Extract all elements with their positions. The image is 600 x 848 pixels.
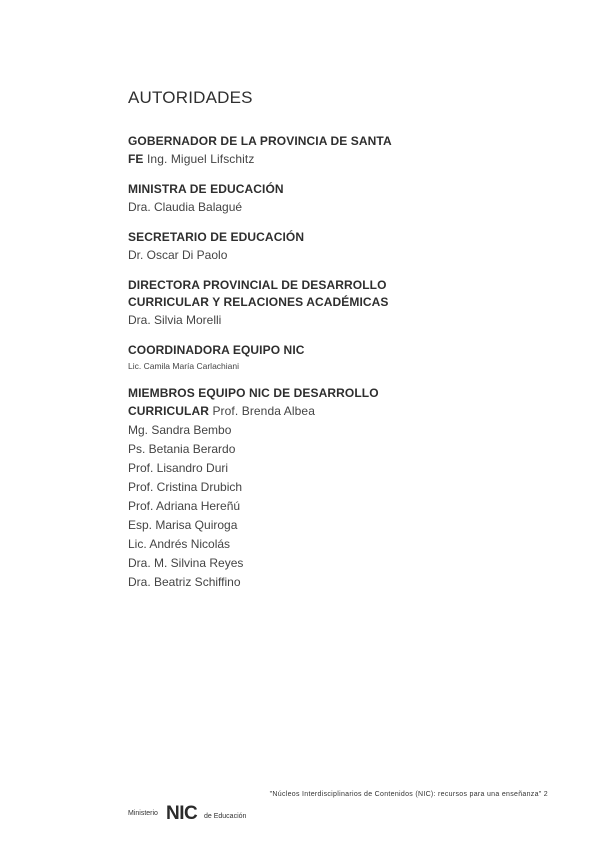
section-heading: COORDINADORA EQUIPO NIC	[128, 343, 305, 357]
section-heading-continued: CURRICULAR Y RELACIONES ACADÉMICAS	[128, 295, 389, 309]
member-name: Dra. M. Silvina Reyes	[128, 556, 244, 570]
member-name: Prof. Lisandro Duri	[128, 461, 229, 475]
logo-ministerio-text: Ministerio	[128, 810, 158, 817]
section-gobernador	[128, 133, 448, 169]
member-name: Ps. Betania Berardo	[128, 442, 236, 456]
heading-line: CURRICULAR	[128, 404, 209, 418]
authorities-list	[128, 133, 448, 604]
authority-name: Dra. Silvia Morelli	[128, 313, 222, 327]
member-name: Prof. Adriana Hereñú	[128, 499, 241, 513]
logo-educacion-text: de Educación	[204, 813, 247, 820]
section-heading	[128, 133, 448, 150]
heading-line: GOBERNADOR DE LA PROVINCIA DE SANTA	[128, 134, 392, 148]
footer-note: "Núcleos Interdisciplinarios de Contenidos (NIC): recursos para una enseñanza" 2	[269, 791, 548, 798]
member-name: Mg. Sandra Bembo	[128, 423, 232, 437]
member-name: Lic. Andrés Nicolás	[128, 537, 231, 551]
section-heading: SECRETARIO DE EDUCACIÓN	[128, 230, 305, 244]
section-heading: DIRECTORA PROVINCIAL DE DESARROLLO	[128, 278, 387, 292]
section-ministra	[128, 181, 448, 217]
authority-name: Ing. Miguel Lifschitz	[146, 152, 255, 166]
authority-name: Lic. Camila María Carlachiani	[128, 361, 240, 371]
section-secretario	[128, 229, 448, 265]
member-name: Prof. Cristina Drubich	[128, 480, 243, 494]
section-directora	[128, 277, 448, 330]
section-heading-continued	[128, 150, 448, 169]
section-miembros	[128, 385, 448, 592]
member-name: Esp. Marisa Quiroga	[128, 518, 238, 532]
authority-name: Dra. Claudia Balagué	[128, 200, 243, 214]
section-coordinadora	[128, 342, 448, 373]
section-heading: MIEMBROS EQUIPO NIC DE DESARROLLO	[128, 386, 379, 400]
section-heading-continued	[128, 402, 448, 421]
members-list	[128, 421, 448, 592]
section-heading: MINISTRA DE EDUCACIÓN	[128, 182, 284, 196]
heading-line: FE	[128, 152, 144, 166]
authority-name: Dr. Oscar Di Paolo	[128, 248, 228, 262]
member-name: Dra. Beatriz Schiffino	[128, 575, 241, 589]
page-title: AUTORIDADES	[128, 88, 253, 107]
member-name: Prof. Brenda Albea	[212, 404, 315, 418]
logo-nic-text: NIC	[166, 803, 198, 824]
